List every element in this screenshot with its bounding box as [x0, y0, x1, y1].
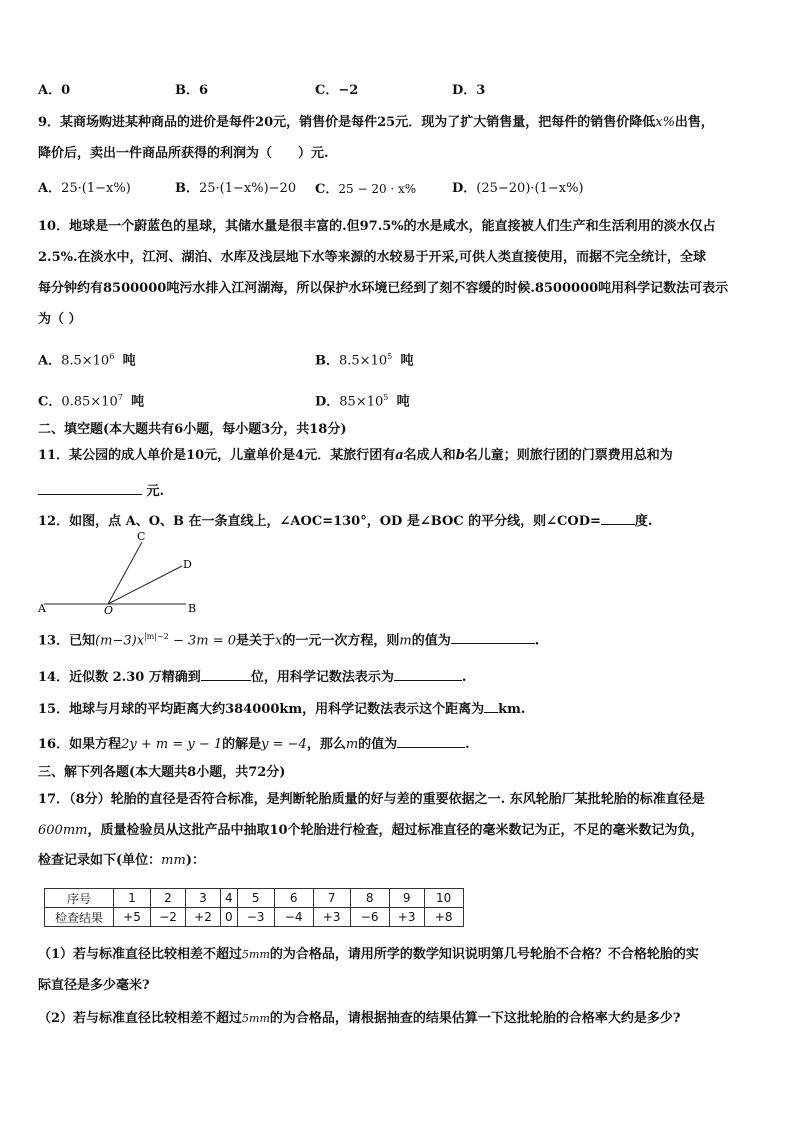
q17-inspection-table: [44, 888, 464, 927]
q10-line-1: 10．地球是一个蔚蓝色的星球，其储水量是很丰富的.但97.5%的水是咸水，能直接被人们生产和生活利用的淡水仅占: [38, 219, 716, 234]
table-header-result: 检查结果: [45, 908, 114, 927]
q17-line-2: 600mm，质量检验员从这批产品中抽取10个轮胎进行检查，超过标准直径的毫米数记为正，不足的毫米数记为负，: [38, 823, 704, 838]
q9-option-b: B．25·(1−x%)−20: [175, 181, 297, 196]
table-row-results: [45, 908, 464, 927]
q16-line: 16．如果方程2y + m = y − 1的解是y = −4，那么m的值为 .: [38, 733, 470, 754]
table-cell-number: 10: [424, 889, 463, 908]
q10-line-3: 每分钟约有8500000吨污水排入江河湖海，所以保护水环境已经到了刻不容缓的时候.8500000吨用科学记数法可表示: [38, 281, 729, 296]
table-cell-number: 5: [237, 889, 274, 908]
q11-answer-blank[interactable]: [38, 480, 142, 495]
table-cell-number: 8: [350, 889, 389, 908]
table-cell-result: +3: [389, 908, 424, 927]
q11-line-2: 元.: [38, 480, 164, 501]
point-c-label: C: [137, 530, 146, 543]
q17-sub2-line: （2）若与标准直径比较相差不超过5mm的为合格品，请根据抽查的结果估算一下这批轮胎的合格率大约是多少?: [38, 1011, 681, 1026]
q10-line-4: 为（ ）: [38, 312, 82, 327]
q9-line-1: 9．某商场购进某种商品的进价是每件20元，销售价是每件25元．现为了扩大销售量，把每件的销售价降低x%出售，: [38, 115, 714, 130]
q17-sub1-line-2: 际直径是多少毫米?: [38, 978, 150, 993]
table-cell-result: +2: [186, 908, 221, 927]
q16-answer-blank[interactable]: [397, 733, 465, 748]
table-cell-result: −2: [151, 908, 186, 927]
section-2-heading: 二、填空题(本大题共有6小题，每小题3分，共18分): [38, 422, 347, 437]
table-cell-result: −3: [237, 908, 274, 927]
table-cell-result: +8: [424, 908, 463, 927]
q9-option-d: D．(25−20)·(1−x%): [452, 181, 584, 196]
table-cell-number: 7: [313, 889, 350, 908]
q15-line: 15．地球与月球的平均距离大约384000km，用科学记数法表示这个距离为 km.: [38, 698, 525, 719]
q8-option-c: C．−2: [315, 83, 359, 98]
q14-line: 14．近似数 2.30 万精确到 位，用科学记数法表示为 .: [38, 666, 466, 687]
q13-answer-blank[interactable]: [451, 629, 535, 644]
point-b-label: B: [188, 602, 197, 615]
q11-line-1: 11．某公园的成人单价是10元，儿童单价是4元．某旅行团有a名成人和b名儿童；则旅行团的门票费用总和为: [38, 448, 673, 463]
q8-option-a: A．0: [38, 83, 71, 98]
q9-option-c: C．25 − 20 · x%: [315, 182, 417, 197]
q9-line-2: 降价后，卖出一件商品所获得的利润为（ ）元.: [38, 146, 329, 161]
q12-line: 12．如图，点 A、O、B 在一条直线上，∠AOC=130°，OD 是∠BOC 的平分线，则∠COD= 度.: [38, 510, 652, 531]
q14-blank-1[interactable]: [201, 666, 251, 681]
q12-answer-blank[interactable]: [601, 510, 635, 525]
table-cell-number: 4: [221, 889, 238, 908]
q10-option-d: D．$85\times 10^5$ 吨: [315, 393, 410, 410]
q10-option-c: C．$0.85\times 10^7$ 吨: [38, 393, 145, 410]
q10-line-2: 2.5%.在淡水中，江河、湖泊、水库及浅层地下水等来源的水较易于开采,可供人类直接使用，而据不完全统计，全球: [38, 250, 707, 265]
table-row-numbers: [45, 889, 464, 908]
q8-option-b: B．6: [175, 83, 209, 98]
section-3-heading: 三、解下列各题(本大题共8小题，共72分): [38, 765, 286, 780]
q17-line-1: 17．（8分）轮胎的直径是否符合标准，是判断轮胎质量的好与差的重要依据之一. 东风轮胎厂某批轮胎的标准直径是: [38, 792, 705, 807]
q10-option-a: A．$8.5\times 10^6$ 吨: [38, 352, 136, 369]
q9-option-a: A．25·(1−x%): [38, 181, 131, 196]
q8-option-d: D．3: [452, 83, 486, 98]
ray-od: [108, 566, 182, 604]
q17-line-3: 检查记录如下(单位：mm)：: [38, 853, 205, 868]
q10-option-b: B．$8.5\times 10^5$ 吨: [315, 352, 414, 369]
table-cell-result: +3: [313, 908, 350, 927]
q13-line: 13．已知$(m-3)x^{|m|-2} - 3m = 0$是关于x的一元一次方程，则m的值为 .: [38, 628, 539, 650]
table-cell-number: 9: [389, 889, 424, 908]
q15-answer-blank[interactable]: [484, 698, 498, 713]
q17-sub1-line-1: （1）若与标准直径比较相差不超过5mm的为合格品，请用所学的数学知识说明第几号轮胎不合格？不合格轮胎的实: [38, 947, 699, 962]
table-cell-number: 6: [274, 889, 313, 908]
q12-angle-figure: [36, 530, 206, 616]
table-header-number: 序号: [45, 889, 114, 908]
q14-blank-2[interactable]: [394, 666, 462, 681]
table-cell-result: +5: [114, 908, 151, 927]
table-cell-result: −4: [274, 908, 313, 927]
table-cell-result: −6: [350, 908, 389, 927]
point-a-label: A: [38, 602, 46, 615]
point-d-label: D: [183, 558, 192, 571]
point-o-label: O: [104, 604, 114, 616]
table-cell-number: 2: [151, 889, 186, 908]
table-cell-number: 1: [114, 889, 151, 908]
table-cell-result: 0: [221, 908, 238, 927]
table-cell-number: 3: [186, 889, 221, 908]
ray-oc: [108, 542, 142, 604]
